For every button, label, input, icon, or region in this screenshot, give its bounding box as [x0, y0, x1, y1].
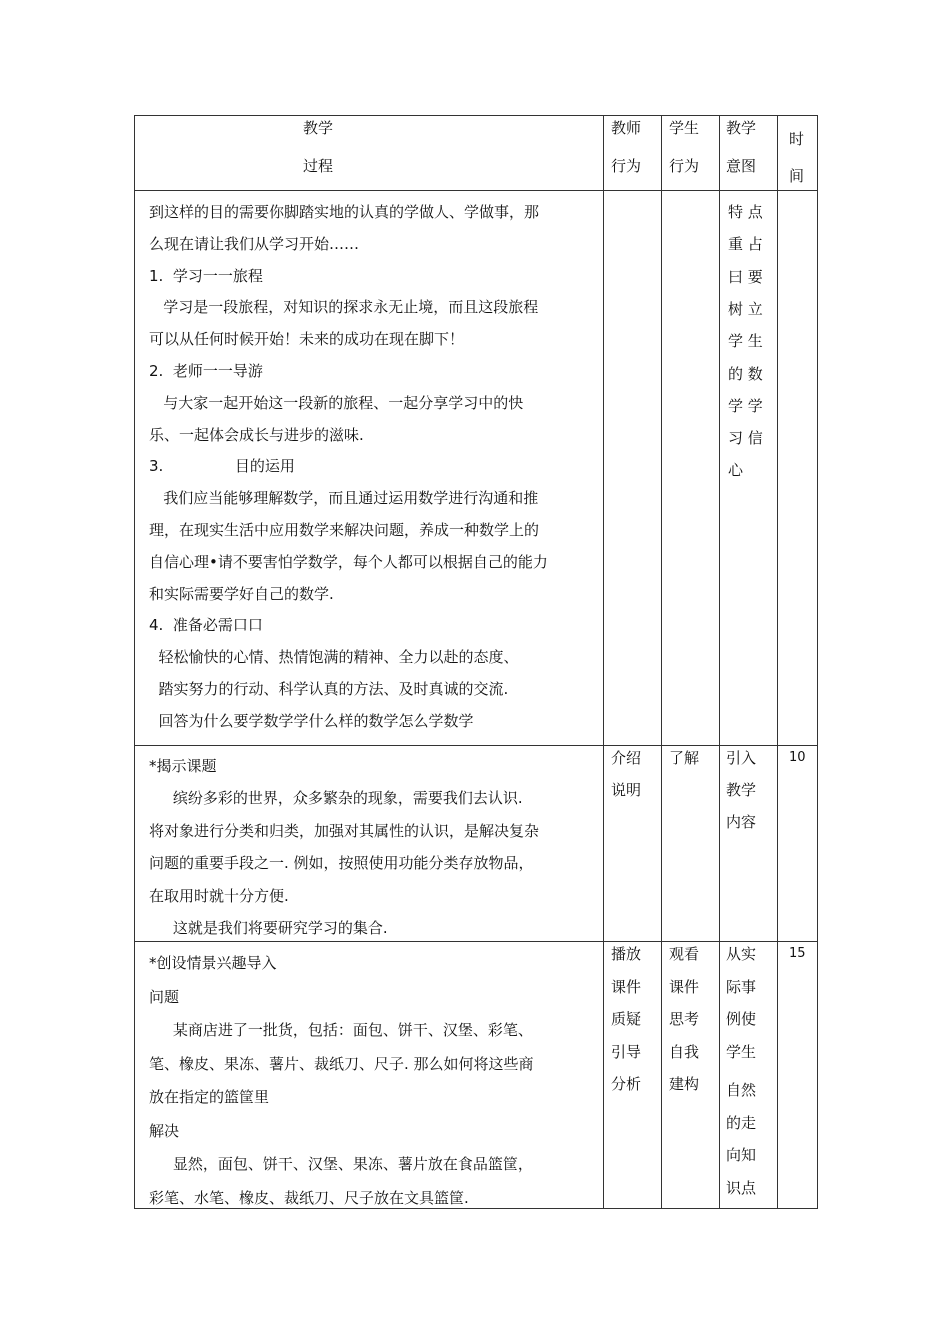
row2-intent-line: 内容	[726, 813, 757, 831]
row2-time: 10	[789, 750, 806, 765]
row3-process-line: 解决	[149, 1121, 180, 1140]
row3-student-line: 建构	[669, 1075, 700, 1093]
row3-process-line: 放在指定的篮筐里	[149, 1088, 270, 1106]
header-teacher-1: 教师	[611, 119, 642, 137]
row2-teacher-line: 说明	[611, 781, 642, 799]
header-process-2: 过程	[303, 157, 334, 175]
row1-process-line: 我们应当能够理解数学，而且通过运用数学进行沟通和推	[149, 489, 539, 508]
row1-process-line: 和实际需要学好自己的数学.	[149, 584, 334, 603]
row1-intent-line: 重 占	[728, 235, 763, 254]
row1-process-line: 轻松愉快的心情、热情饱满的精神、全力以赴的态度、	[149, 648, 519, 667]
row3-intent-line: 际事	[726, 977, 757, 996]
row3-intent-line: 识点	[726, 1178, 757, 1197]
row1-intent-line: 习 信	[728, 429, 763, 448]
row3-teacher-line: 质疑	[611, 1010, 642, 1028]
row3-process-line: 笔、橡皮、果冻、薯片、裁纸刀、尺子. 那么如何将这些商	[149, 1054, 534, 1073]
row3-process-line: 某商店进了一批货，包括：面包、饼干、汉堡、彩笔、	[149, 1021, 533, 1039]
row1-process-line: 踏实努力的行动、科学认真的方法、及时真诚的交流.	[149, 680, 509, 698]
row1-process-line: 1. 学习一一旅程	[149, 266, 263, 285]
row3-student-line: 思考	[669, 1010, 700, 1028]
row3-teacher-line: 课件	[611, 977, 642, 996]
row3-process-line: 问题	[149, 987, 180, 1006]
row3-teacher-line: 播放	[611, 945, 642, 963]
row2-intent-line: 教学	[726, 781, 757, 799]
row1-process-line: 4. 准备必需口口	[149, 616, 263, 635]
row1-intent-line: 曰 要	[728, 267, 763, 286]
row1-process-line: 回答为什么要学数学学什么样的数学怎么学数学	[149, 711, 474, 730]
row3-intent-line: 从实	[726, 945, 757, 963]
row1-intent-line: 树 立	[728, 299, 763, 318]
header-process-1: 教学	[303, 119, 334, 137]
row1-process-line: 么现在请让我们从学习开始……	[149, 234, 360, 253]
lesson-plan-table	[134, 115, 818, 1209]
header-teacher-2: 行为	[611, 157, 642, 175]
header-time-2: 间	[789, 167, 805, 185]
row2-process-line: 缤纷多彩的世界，众多繁杂的现象，需要我们去认识.	[149, 789, 523, 808]
header-intent-2: 意图	[726, 157, 757, 175]
row2-student-line: 了解	[669, 749, 700, 767]
header-intent-1: 教学	[726, 119, 757, 137]
row3-intent-line: 向知	[726, 1146, 757, 1164]
row1-process-line: 2. 老师一一导游	[149, 362, 263, 380]
row2-process-line: 在取用时就十分方便.	[149, 886, 289, 905]
row1-process-line: 乐、一起体会成长与进步的滋味.	[149, 425, 364, 444]
row1-intent-line: 学 学	[728, 396, 763, 415]
row3-process-line: *创设情景兴趣导入	[149, 954, 277, 972]
row1-process-line: 与大家一起开始这一段新的旅程、一起分享学习中的快	[149, 393, 524, 412]
row1-process-line: 学习是一段旅程，对知识的探求永无止境，而且这段旅程	[149, 298, 539, 317]
column-divider-2	[661, 116, 662, 1208]
header-divider	[135, 190, 817, 191]
row3-process-line: 彩笔、水笔、橡皮、裁纸刀、尺子放在文具篮筐.	[149, 1188, 469, 1207]
row3-teacher-line: 引导	[611, 1042, 642, 1061]
row-divider-1	[135, 745, 817, 746]
row3-time: 15	[789, 946, 806, 961]
row3-student-line: 课件	[669, 977, 700, 996]
row3-intent-line: 学生	[726, 1042, 757, 1061]
row2-process-line: 这就是我们将要研究学习的集合.	[149, 919, 388, 937]
row2-process-line: 将对象进行分类和归类，加强对其属性的认识，是解决复杂	[149, 821, 540, 840]
row1-intent-line: 心	[728, 461, 744, 480]
row1-intent-line: 的 数	[728, 364, 763, 383]
row2-teacher-line: 介绍	[611, 749, 642, 767]
column-divider-3	[719, 116, 720, 1208]
row1-process-line: 理，在现实生活中应用数学来解决问题，养成一种数学上的	[149, 521, 540, 539]
row1-intent-line: 学 生	[728, 332, 763, 351]
row3-student-line: 观看	[669, 945, 700, 963]
row1-process-line: 自信心理•请不要害怕学数学，每个人都可以根据自己的能力	[149, 552, 548, 571]
row2-process-line: 问题的重要手段之一. 例如，按照使用功能分类存放物品，	[149, 854, 534, 873]
column-divider-1	[603, 116, 604, 1208]
row1-process-line: 可以从任何时候开始！未来的成功在现在脚下！	[149, 330, 465, 349]
row3-intent-line: 例使	[726, 1010, 757, 1028]
row3-intent-line: 自然	[726, 1081, 757, 1099]
row1-intent-line: 特 点	[728, 203, 763, 221]
header-student-2: 行为	[669, 157, 700, 175]
row3-process-line: 显然，面包、饼干、汉堡、果冻、薯片放在食品篮筐，	[149, 1155, 533, 1173]
column-divider-4	[777, 116, 778, 1208]
row1-process-line: 到这样的目的需要你脚踏实地的认真的学做人、学做事，那	[149, 203, 540, 221]
row3-teacher-line: 分析	[611, 1075, 642, 1093]
row-divider-2	[135, 941, 817, 942]
row2-process-line: *揭示课题	[149, 757, 217, 775]
header-time-1: 时	[789, 130, 805, 148]
row1-process-line: 3. 目的运用	[149, 457, 295, 476]
row2-intent-line: 引入	[726, 749, 757, 767]
row3-student-line: 自我	[669, 1042, 700, 1061]
row3-intent-line: 的走	[726, 1113, 757, 1132]
header-student-1: 学生	[669, 119, 700, 137]
